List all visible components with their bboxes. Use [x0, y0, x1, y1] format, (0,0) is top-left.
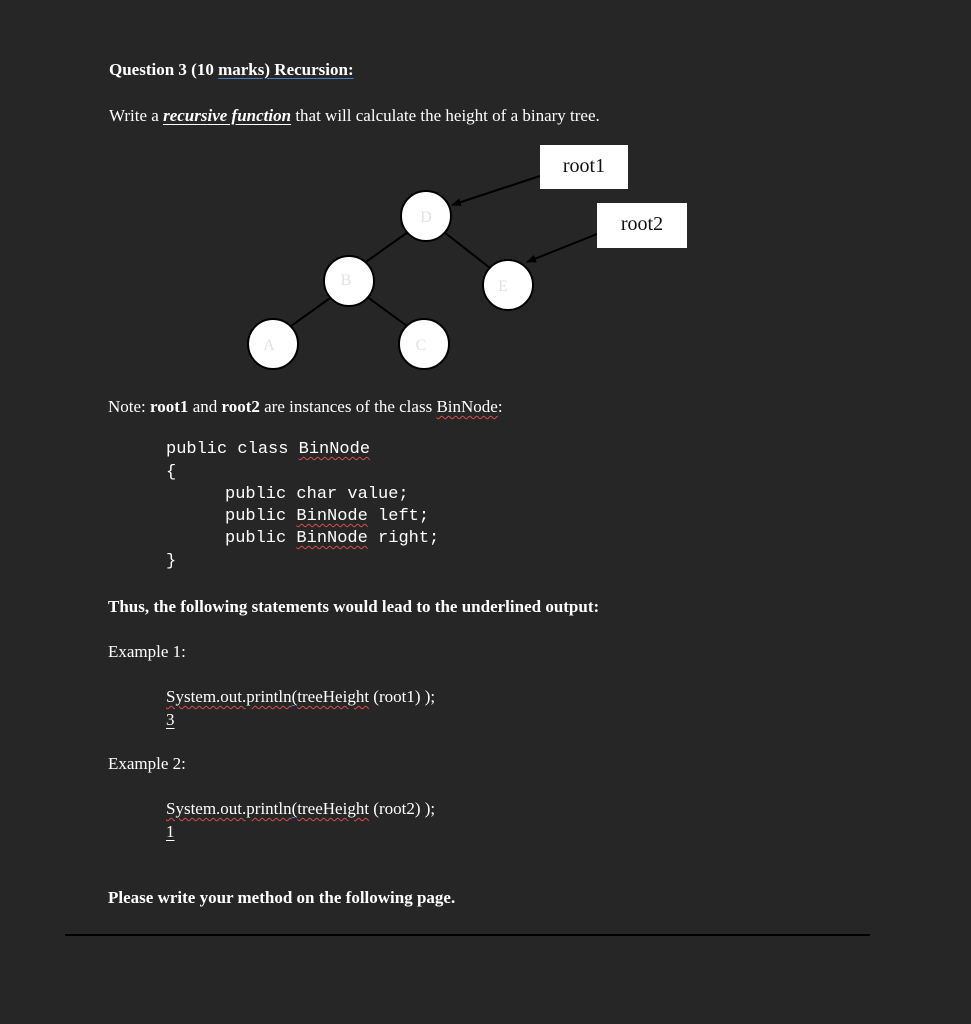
- note-text: [108, 397, 503, 417]
- code-right-type: BinNode: [296, 529, 368, 548]
- note-class-name: BinNode: [436, 397, 498, 416]
- code-class-name: BinNode: [298, 440, 371, 459]
- code-line-value: public char value;: [225, 485, 409, 504]
- page-divider: [65, 934, 870, 936]
- example1-arg: (root1) );: [369, 687, 436, 706]
- example2-call: System.out.println: [166, 799, 292, 818]
- note-root1: root1: [150, 397, 189, 416]
- title-prefix: Question 3 (10: [109, 60, 219, 79]
- example1-label: Example 1:: [108, 642, 186, 661]
- example1-output: 3: [166, 710, 175, 729]
- edge-b-c: [366, 296, 407, 326]
- root1-label-box: root1: [540, 145, 628, 189]
- edge-d-b: [363, 232, 408, 264]
- footer-instruction: Please write your method on the following page.: [108, 888, 456, 907]
- note-mid: and: [188, 397, 222, 416]
- code-left-field: left;: [367, 507, 430, 526]
- node-label-e: E: [498, 278, 508, 295]
- binary-tree-diagram: [0, 0, 971, 400]
- note-lead: Note:: [108, 397, 151, 416]
- root1-arrow: [452, 176, 540, 205]
- tree-node-a: [248, 319, 298, 369]
- tree-node-b: [324, 256, 374, 306]
- edge-d-e: [444, 232, 490, 268]
- example2-output: 1: [166, 822, 175, 841]
- example1-call: System.out.println: [166, 687, 292, 706]
- example2-paren: (: [291, 799, 298, 818]
- title-topic: Recursion:: [274, 60, 354, 79]
- code-right-modifier: public: [225, 529, 297, 548]
- root2-arrow: [527, 234, 597, 262]
- node-label-a: A: [263, 337, 275, 354]
- code-line-right: [225, 529, 439, 548]
- code-left-type: BinNode: [296, 507, 368, 526]
- intro-emphasis: recursive function: [163, 106, 292, 125]
- root2-label-box: root2: [597, 203, 687, 248]
- example2-arg: (root2) );: [369, 799, 436, 818]
- code-open-brace: {: [166, 463, 177, 482]
- edge-b-a: [291, 296, 333, 326]
- example2-statement: [166, 799, 435, 819]
- example1-paren: (: [291, 687, 298, 706]
- code-line-left: [225, 507, 429, 526]
- tree-node-e: [483, 260, 533, 310]
- tree-node-d: [401, 191, 451, 241]
- code-right-field: right;: [367, 529, 440, 548]
- note-root2: root2: [221, 397, 260, 416]
- tree-node-c: [399, 319, 449, 369]
- intro-after: that will calculate the height of a binary tree.: [291, 106, 600, 125]
- code-left-modifier: public: [225, 507, 297, 526]
- title-marks: marks): [218, 60, 271, 79]
- note-rest: are instances of the class: [259, 397, 437, 416]
- node-label-c: C: [415, 337, 427, 354]
- code-close-brace: }: [166, 552, 177, 571]
- example1-statement: [166, 687, 435, 707]
- intro-before: Write a: [109, 106, 164, 125]
- example2-method: treeHeight: [297, 799, 370, 818]
- note-colon: :: [497, 397, 503, 416]
- example2-label: Example 2:: [108, 754, 186, 773]
- thus-statement: Thus, the following statements would lead to the underlined output:: [108, 597, 600, 616]
- node-label-d: D: [420, 209, 432, 226]
- code-line-class-decl: [166, 440, 370, 459]
- code-keywords: public class: [166, 440, 299, 459]
- node-label-b: B: [340, 272, 352, 289]
- example1-method: treeHeight: [297, 687, 370, 706]
